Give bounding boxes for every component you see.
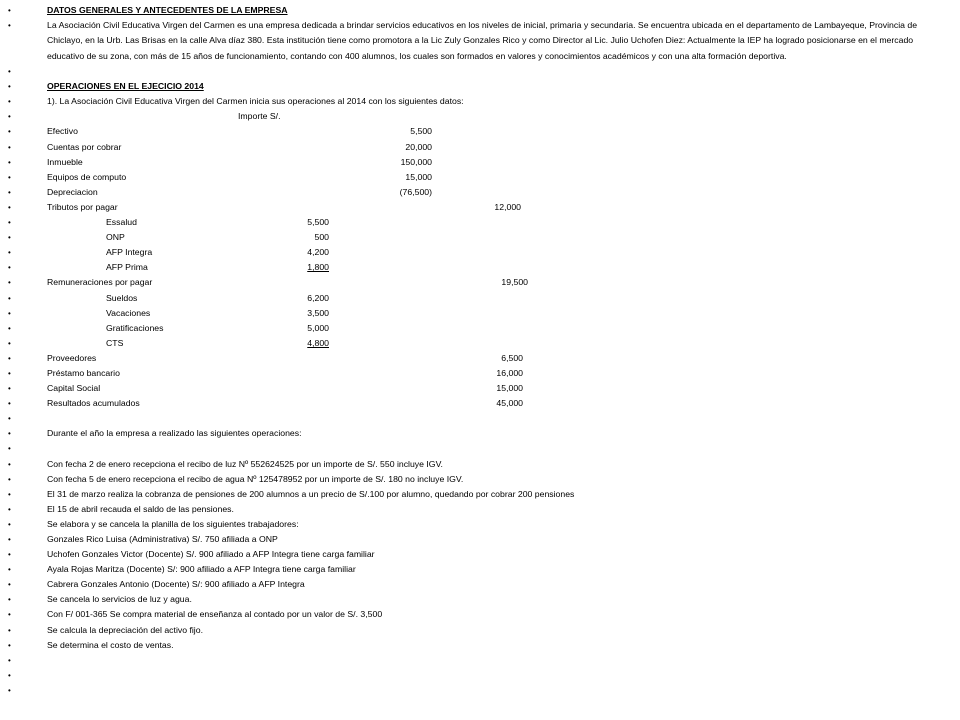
balance-value: 15,000 — [405, 171, 432, 182]
tributos-item-label: AFP Prima — [106, 262, 148, 273]
liability-value: 15,000 — [496, 383, 523, 394]
remuneraciones-item-label: Sueldos — [106, 292, 138, 303]
bullet: • — [8, 685, 11, 695]
remuneraciones-item-value: 4,800 — [307, 337, 329, 348]
operations-year-intro: Durante el año la empresa a realizado las siguientes operaciones: — [47, 428, 302, 439]
liability-value: 45,000 — [496, 398, 523, 409]
bullet: • — [8, 535, 11, 544]
operation-text: Con F/ 001-365 Se compra material de enseñanza al contado por un valor de S/. 3,500 — [47, 609, 383, 620]
operation-item — [0, 502, 960, 517]
balance-label: Inmueble — [47, 156, 83, 167]
bullet: • — [8, 338, 11, 348]
tributos-item-row — [0, 215, 960, 230]
bullet: • — [8, 655, 11, 665]
operation-text: Se calcula la depreciación del activo fijo. — [47, 624, 203, 635]
balance-label: Efectivo — [47, 126, 78, 137]
tributos-label: Tributos por pagar — [47, 201, 118, 212]
section-heading-operaciones: OPERACIONES EN EL EJECICIO 2014 — [47, 81, 204, 92]
balance-block — [0, 124, 960, 199]
bullet: • — [8, 127, 11, 137]
bullet: • — [8, 519, 11, 529]
operation-item — [0, 472, 960, 487]
bullet: • — [8, 429, 11, 439]
tributos-item-value: 5,500 — [307, 217, 329, 228]
bullet: • — [8, 459, 11, 469]
remuneraciones-item-label: Gratificaciones — [106, 322, 164, 333]
bullet: • — [8, 368, 11, 378]
operation-text: El 15 de abril recauda el saldo de las pensiones. — [47, 503, 234, 514]
tributos-row — [0, 200, 960, 215]
bullet: • — [8, 202, 11, 212]
bullet: • — [8, 384, 11, 394]
balance-row — [0, 185, 960, 200]
list-line — [0, 3, 960, 18]
bullet: • — [8, 308, 11, 318]
list-line-empty — [0, 441, 960, 456]
operation-item — [0, 562, 960, 577]
remuneraciones-item-value: 6,200 — [307, 292, 329, 303]
operation-item — [0, 532, 960, 547]
liability-label: Préstamo bancario — [47, 367, 120, 378]
remuneraciones-block — [0, 275, 960, 350]
liability-label: Resultados acumulados — [47, 398, 140, 409]
remuneraciones-item-row — [0, 336, 960, 351]
bullet: • — [8, 67, 11, 77]
bullet: • — [8, 187, 11, 197]
balance-label: Cuentas por cobrar — [47, 141, 122, 152]
bullet: • — [8, 504, 11, 514]
liabilities-block — [0, 351, 960, 411]
list-line — [0, 426, 960, 441]
operation-text: Se elabora y se cancela la planilla de los siguientes trabajadores: — [47, 518, 299, 529]
operation-item — [0, 487, 960, 502]
bullet: • — [8, 233, 11, 243]
operation-text: Cabrera Gonzales Antonio (Docente) S/: 900 afiliado a AFP Integra — [47, 579, 305, 590]
operation-text: Ayala Rojas Maritza (Docente) S/: 900 afiliado a AFP Integra tiene carga familiar — [47, 564, 356, 575]
tributos-item-row — [0, 260, 960, 275]
balance-row — [0, 124, 960, 139]
bullet: • — [8, 595, 11, 605]
tributos-item-row — [0, 230, 960, 245]
balance-value: 150,000 — [400, 156, 432, 167]
balance-row — [0, 140, 960, 155]
balance-label: Depreciacion — [47, 186, 98, 197]
operation-text: Uchofen Gonzales Victor (Docente) S/. 900 afiliado a AFP Integra tiene carga familiar — [47, 549, 375, 560]
liability-row — [0, 366, 960, 381]
operation-item — [0, 517, 960, 532]
operations-intro: 1). La Asociación Civil Educativa Virgen del Carmen inicia sus operaciones al 2014 con los siguientes datos: — [47, 96, 464, 107]
operations-list — [0, 457, 960, 653]
operation-item — [0, 592, 960, 607]
remuneraciones-item-row — [0, 321, 960, 336]
operation-text: Gonzales Rico Luisa (Administrativa) S/. 750 afiliada a ONP — [47, 534, 278, 544]
bullet: • — [8, 323, 11, 333]
tributos-item-value: 1,800 — [307, 262, 329, 273]
list-line — [0, 94, 960, 109]
remuneraciones-total: 19,500 — [501, 277, 528, 288]
list-line-empty — [0, 683, 960, 698]
tributos-item-label: Essalud — [106, 217, 137, 228]
operation-text: El 31 de marzo realiza la cobranza de pensiones de 200 alumnos a un precio de S/.100 por alumno, quedando por cobrar 200 pensiones — [47, 488, 575, 499]
tributos-item-label: AFP Integra — [106, 247, 153, 258]
remuneraciones-label: Remuneraciones por pagar — [47, 277, 153, 288]
list-line — [0, 79, 960, 94]
bullet: • — [8, 625, 11, 635]
remuneraciones-item-value: 5,000 — [307, 322, 329, 333]
list-line-empty — [0, 64, 960, 79]
intro-paragraph: La Asociación Civil Educativa Virgen del Carmen es una empresa dedicada a brindar servicios educativos en los niveles de inicial, primaria y secundaria. Se encuentra ubicada en el departamento de Lambayeque, Provincia de Chiclayo, en la Urb. Las Brisas en la calle Alva díaz 380. Esta institución tiene como promotora a la Lic Zuly Gonzales Rico y como Director al Lic. Julio Uchofen Diez: Actualmente la IEP ha logrado posicionarse en el mercado educativo de su zona, con más de 15 años de funcionamiento, contando con 400 alumnos, los cuales son formados en valores y conocimientos académicos y con una alta formación deportiva. — [47, 20, 918, 61]
bullet: • — [8, 278, 11, 288]
balance-value: (76,500) — [399, 186, 432, 197]
liability-label: Proveedores — [47, 352, 97, 363]
bullet: • — [8, 248, 11, 258]
tributos-item-value: 500 — [314, 232, 329, 243]
liability-row — [0, 351, 960, 366]
remuneraciones-item-value: 3,500 — [307, 307, 329, 318]
liability-row — [0, 396, 960, 411]
remuneraciones-item-label: CTS — [106, 337, 124, 348]
tributos-item-label: ONP — [106, 232, 125, 243]
bullet: • — [8, 353, 11, 363]
bullet: • — [8, 670, 11, 680]
list-line-empty — [0, 411, 960, 426]
tributos-item-value: 4,200 — [307, 247, 329, 258]
operation-item — [0, 638, 960, 653]
list-line — [0, 109, 960, 124]
balance-value: 20,000 — [405, 141, 432, 152]
bullet: • — [8, 489, 11, 499]
bullet: • — [8, 474, 11, 484]
bullet: • — [8, 565, 11, 575]
bullet: • — [8, 172, 11, 182]
importe-column-header: Importe S/. — [238, 111, 281, 122]
bullet: • — [8, 550, 11, 560]
remuneraciones-item-row — [0, 291, 960, 306]
operation-text: Con fecha 5 de enero recepciona el recibo de agua Nº 125478952 por un importe de S/. 180 no incluye IGV. — [47, 473, 464, 484]
operation-text: Se determina el costo de ventas. — [47, 639, 174, 650]
bullet: • — [8, 6, 11, 15]
remuneraciones-item-row — [0, 306, 960, 321]
bullet: • — [8, 263, 11, 273]
liability-row — [0, 381, 960, 396]
list-line — [0, 18, 960, 64]
balance-label: Equipos de computo — [47, 171, 127, 182]
operation-item — [0, 457, 960, 472]
bullet: • — [8, 21, 11, 31]
operation-text: Con fecha 2 de enero recepciona el recibo de luz Nº 552624525 por un importe de S/. 550 incluye IGV. — [47, 458, 443, 469]
bullet: • — [8, 399, 11, 409]
bullet: • — [8, 157, 11, 167]
bullet: • — [8, 580, 11, 590]
balance-value: 5,500 — [410, 126, 432, 137]
operation-item — [0, 623, 960, 638]
bullet: • — [8, 414, 11, 424]
bullet: • — [8, 142, 11, 152]
tributos-item-row — [0, 245, 960, 260]
bullet: • — [8, 640, 11, 650]
list-line-empty — [0, 668, 960, 683]
tributos-total: 12,000 — [494, 201, 521, 212]
operation-text: Se cancela lo servicios de luz y agua. — [47, 594, 192, 605]
document-body — [0, 3, 960, 698]
liability-value: 6,500 — [501, 352, 523, 363]
liability-value: 16,000 — [496, 367, 523, 378]
remuneraciones-item-label: Vacaciones — [106, 307, 151, 318]
operation-item — [0, 547, 960, 562]
bullet: • — [8, 218, 11, 228]
bullet: • — [8, 444, 11, 454]
liability-label: Capital Social — [47, 383, 101, 394]
bullet: • — [8, 97, 11, 107]
operation-item — [0, 577, 960, 592]
balance-row — [0, 155, 960, 170]
bullet: • — [8, 610, 11, 620]
list-line-empty — [0, 653, 960, 668]
operation-item — [0, 607, 960, 622]
tributos-block — [0, 200, 960, 275]
bullet: • — [8, 293, 11, 303]
balance-row — [0, 170, 960, 185]
section-heading-datos-generales: DATOS GENERALES Y ANTECEDENTES DE LA EMPRESA — [47, 5, 288, 15]
bullet: • — [8, 112, 11, 122]
remuneraciones-row — [0, 275, 960, 290]
bullet: • — [8, 82, 11, 92]
